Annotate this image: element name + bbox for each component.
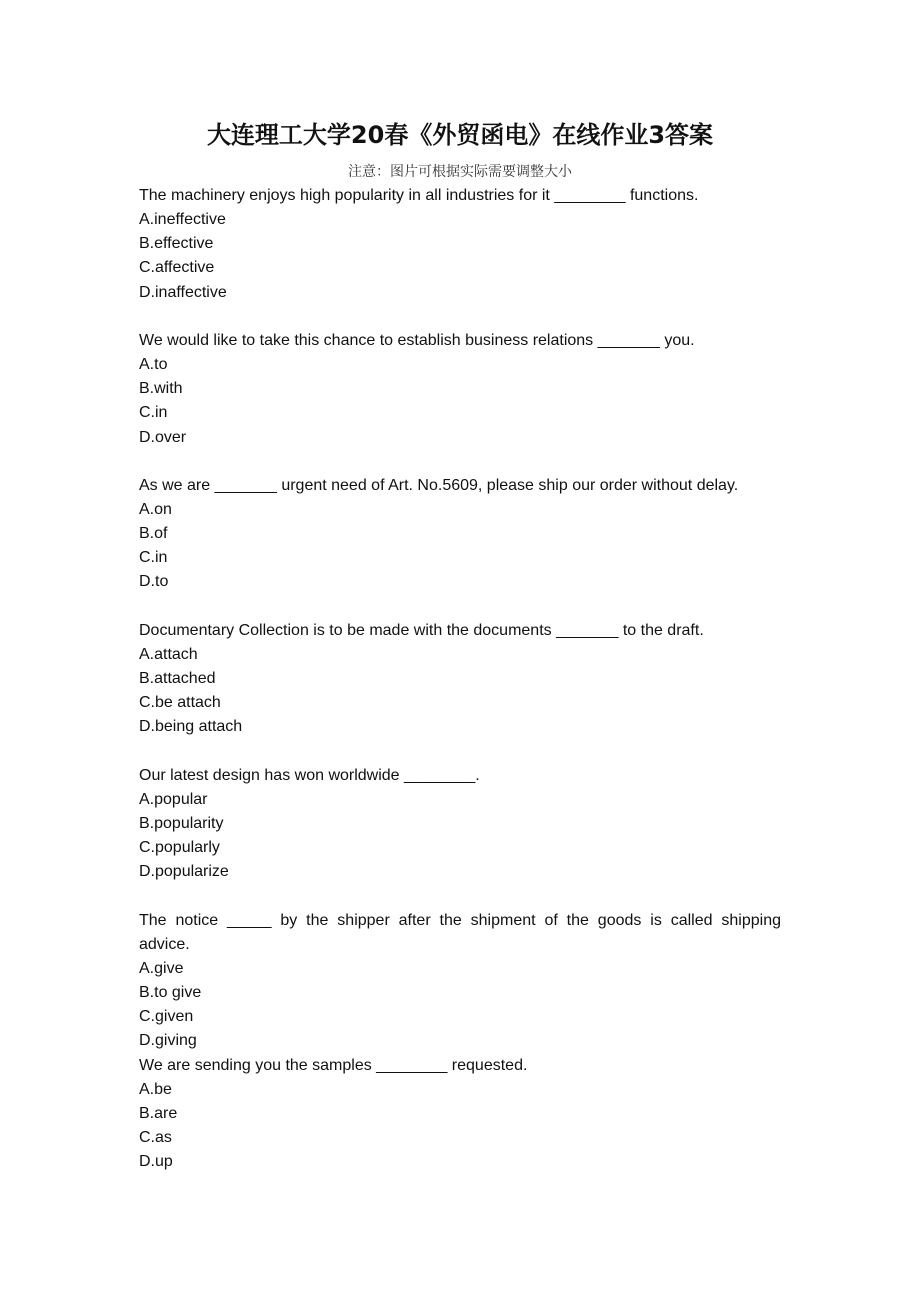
option-d: D.popularize — [139, 863, 229, 881]
question-7 — [139, 1054, 781, 1175]
option-d: D.being attach — [139, 718, 243, 736]
question-list — [139, 184, 781, 1174]
option-d: D.up — [139, 1153, 173, 1171]
option-c: C.given — [139, 1008, 194, 1026]
question-text — [139, 909, 781, 957]
question-text: The machinery enjoys high popularity in all industries for it ________ functions. — [139, 187, 699, 204]
document-title: 大连理工大学20春《外贸函电》在线作业3答案 — [206, 121, 714, 149]
option-b: B.attached — [139, 670, 216, 688]
question-6 — [139, 909, 781, 1054]
question-5 — [139, 764, 781, 885]
question-text: Our latest design has won worldwide ________. — [139, 766, 480, 784]
option-a: A.popular — [139, 790, 208, 808]
question-1 — [139, 184, 781, 305]
question-4 — [139, 619, 781, 740]
option-a: A.to — [139, 356, 168, 374]
option-b: B.are — [139, 1104, 178, 1122]
option-a: A.on — [139, 501, 172, 518]
option-c: C.in — [139, 549, 168, 567]
option-b: B.effective — [139, 235, 214, 253]
option-d: D.to — [139, 573, 169, 591]
option-d: D.inaffective — [139, 283, 227, 301]
option-d: D.over — [139, 428, 187, 446]
question-text: As we are _______ urgent need of Art. No.5609, please ship our order without delay. — [139, 476, 739, 494]
option-c: C.as — [139, 1129, 172, 1147]
question-text: We would like to take this chance to establish business relations _______ you. — [139, 331, 695, 349]
option-b: B.to give — [139, 984, 202, 1002]
question-3 — [139, 474, 781, 595]
option-a: A.attach — [139, 645, 198, 663]
option-a: A.give — [139, 959, 184, 977]
question-text: We are sending you the samples ________ requested. — [139, 1056, 528, 1074]
question-text: Documentary Collection is to be made with the documents _______ to the draft. — [139, 621, 704, 639]
option-c: C.be attach — [139, 694, 221, 712]
question-2 — [139, 329, 781, 450]
option-b: B.popularity — [139, 815, 224, 832]
option-c: C.popularly — [139, 839, 220, 857]
question-text-line-2: advice. — [139, 935, 190, 953]
option-a: A.be — [139, 1080, 172, 1098]
option-c: C.affective — [139, 259, 215, 277]
question-text-line-1: The notice _____ by the shipper after the shipment of the goods is called shipping — [139, 911, 781, 929]
option-a: A.ineffective — [139, 211, 226, 229]
option-d: D.giving — [139, 1032, 197, 1050]
option-c: C.in — [139, 404, 168, 422]
option-b: B.of — [139, 525, 168, 543]
resize-note: 注意：图片可根据实际需要调整大小 — [348, 164, 572, 180]
option-b: B.with — [139, 380, 183, 398]
